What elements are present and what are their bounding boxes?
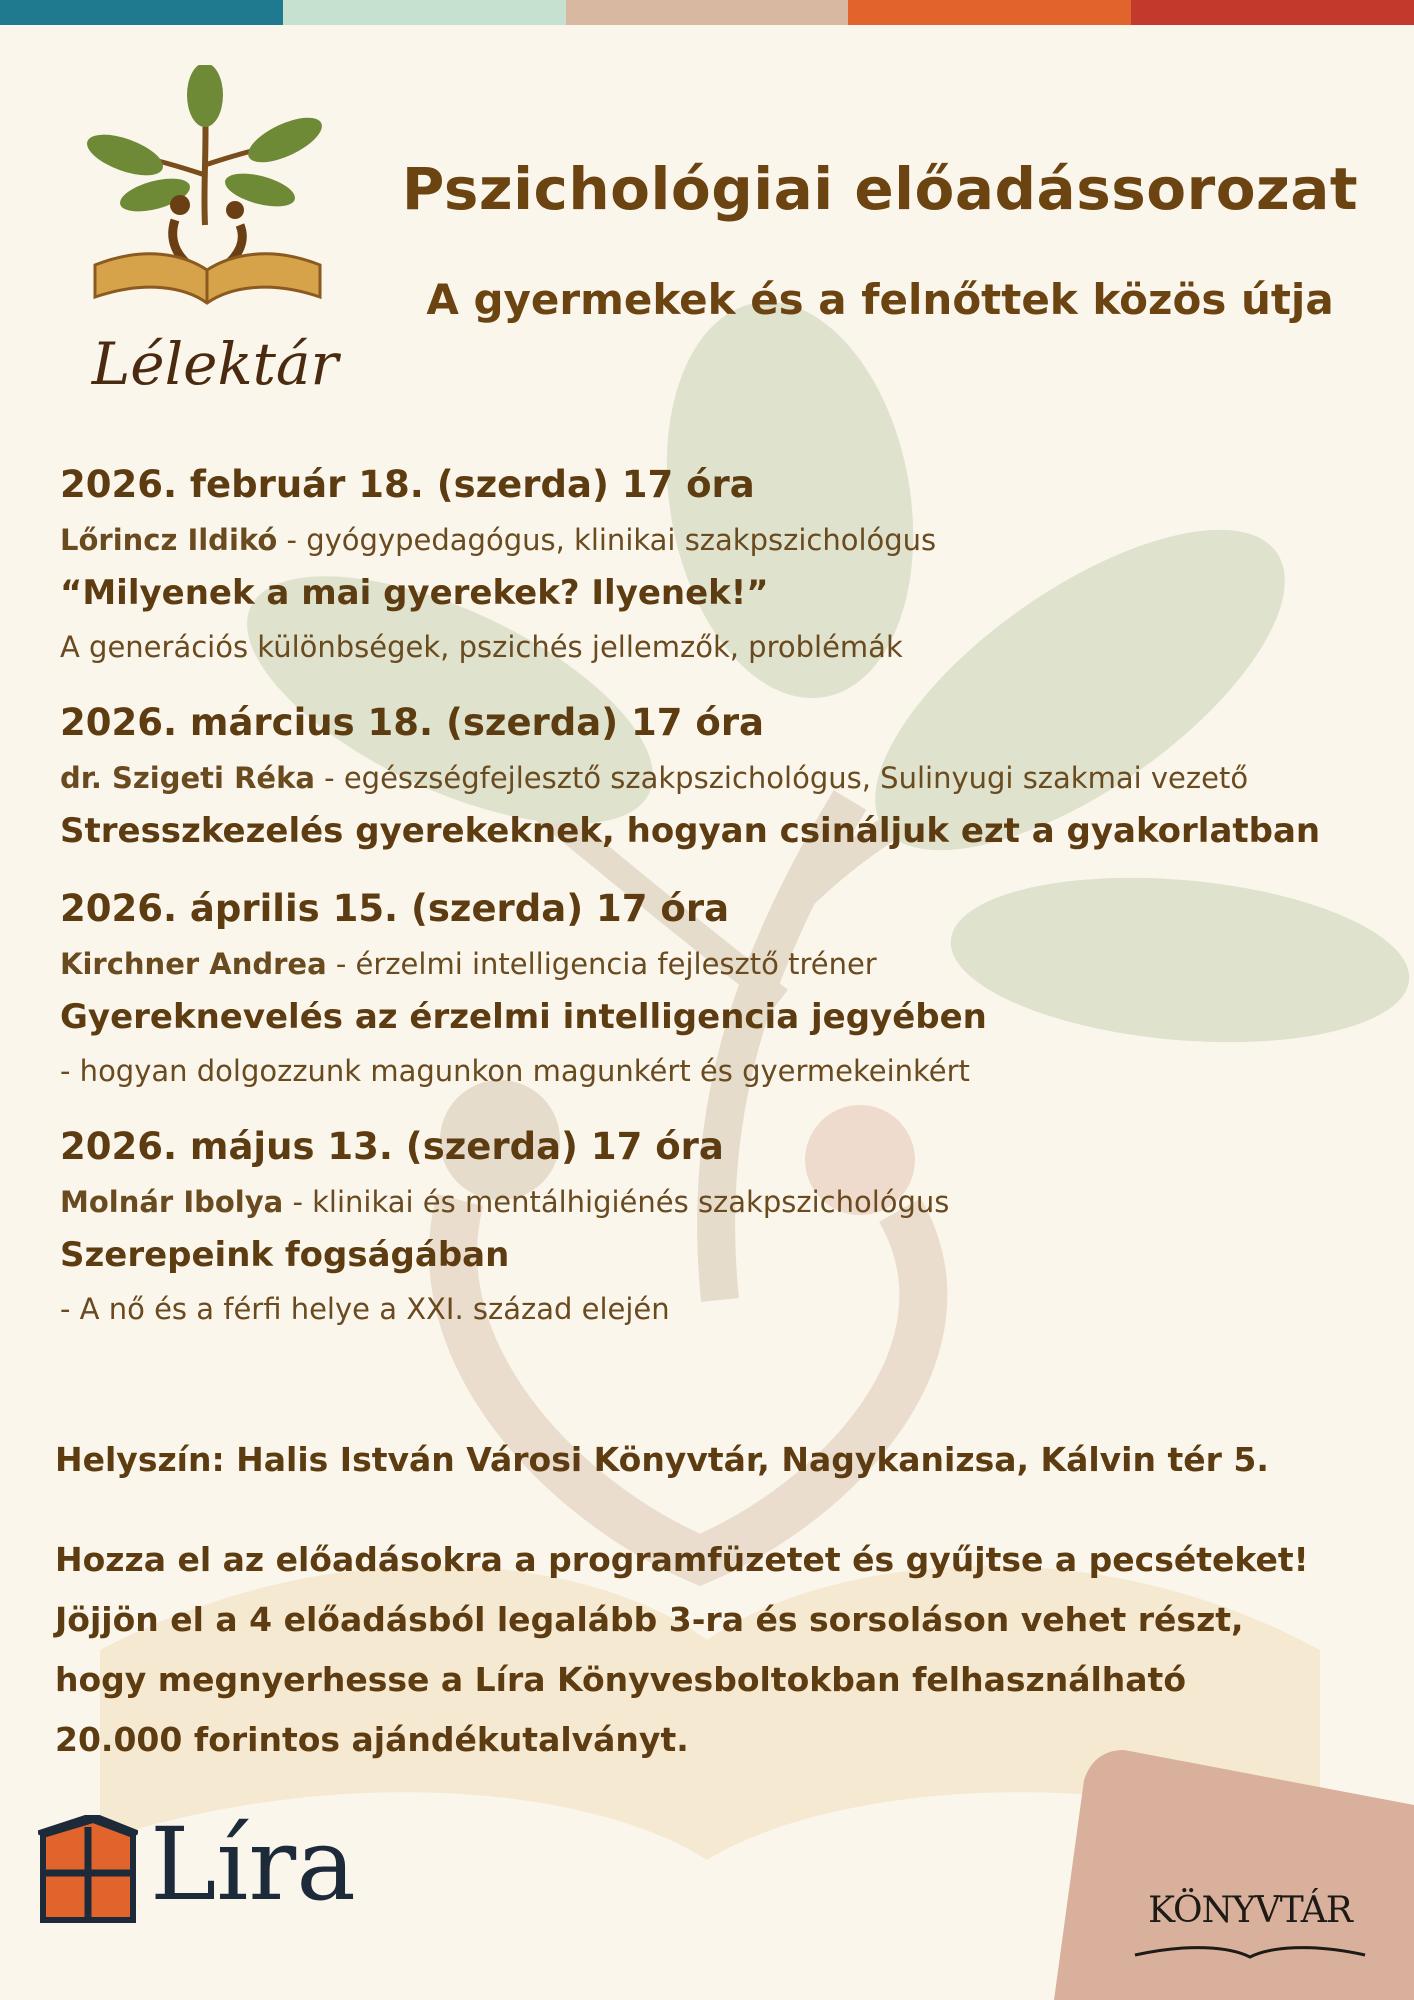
library-logo-text: KÖNYVTÁR: [1148, 1890, 1352, 1931]
speaker-name: Molnár Ibolya: [60, 1185, 284, 1219]
speaker-name: Lőrincz Ildikó: [60, 523, 278, 557]
lira-logo-text: Líra: [150, 1806, 356, 1923]
event-description: - A nő és a férfi helye a XXI. század elején: [60, 1292, 670, 1326]
library-logo: [1120, 1890, 1380, 1972]
lelektar-logo: [55, 65, 365, 415]
event-speaker: [60, 753, 1380, 803]
speaker-name: Kirchner Andrea: [60, 947, 327, 981]
speaker-name: dr. Szigeti Réka: [60, 761, 315, 795]
event-title: Szerepeink fogságában: [60, 1235, 510, 1275]
page-subtitle: A gyermekek és a felnőttek közös útja: [426, 275, 1334, 324]
event-item: [60, 1117, 1380, 1335]
event-speaker: [60, 1177, 1380, 1227]
speaker-role: - érzelmi intelligencia fejlesztő tréner: [326, 947, 877, 981]
promo-line: Hozza el az előadásokra a programfüzetet és gyűjtse a pecséteket!: [55, 1540, 1309, 1579]
event-title: Gyereknevelés az érzelmi intelligencia jegyében: [60, 997, 987, 1037]
event-date: 2026. április 15. (szerda) 17 óra: [60, 887, 730, 930]
event-title: Stresszkezelés gyerekeknek, hogyan csináljuk ezt a gyakorlatban: [60, 811, 1321, 851]
event-date: 2026. március 18. (szerda) 17 óra: [60, 701, 765, 744]
open-book-line-icon: [1130, 1943, 1370, 1963]
event-item: [60, 455, 1380, 673]
tree-book-family-icon: [55, 65, 365, 335]
event-description: A generációs különbségek, pszichés jellemzők, problémák: [60, 630, 903, 664]
promo-text: [55, 1530, 1385, 1770]
speaker-role: - klinikai és mentálhigiénés szakpszichológus: [283, 1185, 950, 1219]
event-item: [60, 879, 1380, 1097]
event-speaker: [60, 939, 1380, 989]
event-date: 2026. február 18. (szerda) 17 óra: [60, 463, 755, 506]
venue-info: Helyszín: Halis István Városi Könyvtár, Nagykanizsa, Kálvin tér 5.: [55, 1440, 1269, 1479]
event-date: 2026. május 13. (szerda) 17 óra: [60, 1125, 724, 1168]
speaker-role: - gyógypedagógus, klinikai szakpszichológus: [277, 523, 937, 557]
event-speaker: [60, 515, 1380, 565]
event-item: [60, 693, 1380, 859]
speaker-role: - egészségfejlesztő szakpszichológus, Sulinyugi szakmai vezető: [314, 761, 1249, 795]
promo-line: hogy megnyerhesse a Líra Könyvesboltokban felhasználható: [55, 1660, 1187, 1699]
page-title: Pszichológiai előadássorozat: [401, 155, 1359, 223]
event-title: “Milyenek a mai gyerekek? Ilyenek!”: [60, 573, 769, 613]
event-description: - hogyan dolgozzunk magunkon magunkért és gyermekeinkért: [60, 1054, 970, 1088]
logo-wordmark: Lélektár: [91, 330, 339, 398]
promo-line: 20.000 forintos ajándékutalványt.: [55, 1720, 689, 1759]
lira-window-icon: [38, 1815, 138, 1925]
event-list: [60, 455, 1380, 1355]
promo-line: Jöjjön el a 4 előadásból legalább 3-ra és sorsoláson vehet részt,: [55, 1600, 1244, 1639]
